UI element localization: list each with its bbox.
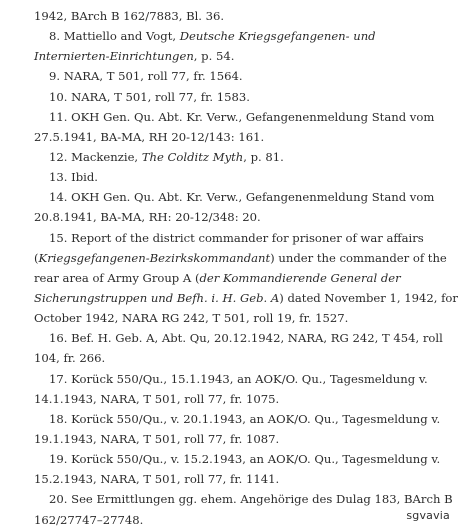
note-text: 15. Report of the district commander for prisoner of war affairs [49, 230, 424, 245]
note-title: der Kommandierende General der [199, 270, 401, 285]
note-text: ) dated November 1, 1942, for [279, 290, 458, 305]
note-13 [34, 167, 454, 187]
note-text: 20. See Ermittlungen gg. ehem. Angehörige des Dulag 183, BArch B [49, 492, 453, 507]
note-line [34, 268, 454, 288]
note-line [34, 248, 454, 268]
note-16 [34, 328, 454, 348]
note-text: 104, fr. 266. [34, 351, 106, 366]
note-text: 15.2.1943, NARA, T 501, roll 77, fr. 1141. [34, 472, 280, 487]
note-8 [34, 26, 454, 46]
note-text: 20.8.1941, BA-MA, RH: 20-12/348: 20. [34, 210, 261, 225]
note-9 [34, 66, 454, 86]
note-text: ( [34, 250, 39, 265]
note-line [34, 127, 454, 147]
note-line [34, 288, 458, 308]
watermark-text: sgvavia [406, 509, 450, 522]
note-text: 14. OKH Gen. Qu. Abt. Kr. Verw., Gefangenenmeldung Stand vom [49, 190, 435, 205]
note-line [34, 348, 454, 368]
note-title: Deutsche Kriegsgefangenen- und [179, 29, 376, 44]
note-text: ) under the commander of the [270, 250, 447, 265]
note-20 [34, 489, 454, 509]
note-text: 17. Korück 550/Qu., 15.1.1943, an AOK/O. Qu., Tagesmeldung v. [49, 371, 428, 386]
note-text: 16. Bef. H. Geb. A, Abt. Qu, 20.12.1942, NARA, RG 242, T 454, roll [49, 331, 443, 346]
endnotes-block [34, 6, 458, 530]
note-title: The Colditz Myth [141, 149, 244, 164]
note-text: 19.1.1943, NARA, T 501, roll 77, fr. 1087. [34, 431, 280, 446]
note-line [34, 207, 454, 227]
note-text: 12. Mackenzie, [49, 149, 142, 164]
note-line [34, 510, 454, 530]
note-line [34, 469, 454, 489]
note-text: 1942, BArch B 162/7883, Bl. 36. [34, 9, 225, 23]
note-12 [34, 147, 454, 167]
note-text: 14.1.1943, NARA, T 501, roll 77, fr. 1075. [34, 391, 280, 406]
note-15 [34, 228, 454, 248]
note-text: 10. NARA, T 501, roll 77, fr. 1583. [49, 89, 250, 104]
note-text: , p. 54. [193, 49, 235, 64]
note-text: 18. Korück 550/Qu., v. 20.1.1943, an AOK/O. Qu., Tagesmeldung v. [49, 411, 441, 426]
note-text: 162/27747–27748. [34, 512, 144, 527]
note-19 [34, 449, 454, 469]
note-text: 11. OKH Gen. Qu. Abt. Kr. Verw., Gefangenenmeldung Stand vom [49, 109, 435, 124]
note-text: 8. Mattiello and Vogt, [49, 29, 180, 44]
note-title: Sicherungstruppen und Befh. i. H. Geb. A [34, 290, 280, 305]
note-text: 9. NARA, T 501, roll 77, fr. 1564. [49, 69, 243, 84]
note-14 [34, 187, 454, 207]
note-text: 27.5.1941, BA-MA, RH 20-12/143: 161. [34, 129, 265, 144]
note-11 [34, 107, 454, 127]
note-10 [34, 87, 454, 107]
note-title: Internierten-Einrichtungen [34, 49, 194, 64]
note-17 [34, 369, 454, 389]
note-18 [34, 409, 454, 429]
note-text: , p. 81. [243, 149, 284, 164]
note-title: Kriegsgefangenen-Bezirkskommandant [38, 250, 271, 265]
note-text: rear area of Army Group A ( [34, 270, 200, 285]
note-line [34, 6, 454, 26]
note-text: 19. Korück 550/Qu., v. 15.2.1943, an AOK/O. Qu., Tagesmeldung v. [49, 452, 441, 467]
note-line [34, 46, 454, 66]
note-line [34, 389, 454, 409]
note-text: 13. Ibid. [49, 170, 98, 185]
note-text: October 1942, NARA RG 242, T 501, roll 19, fr. 1527. [34, 311, 349, 326]
note-line [34, 429, 454, 449]
note-line [34, 308, 454, 328]
